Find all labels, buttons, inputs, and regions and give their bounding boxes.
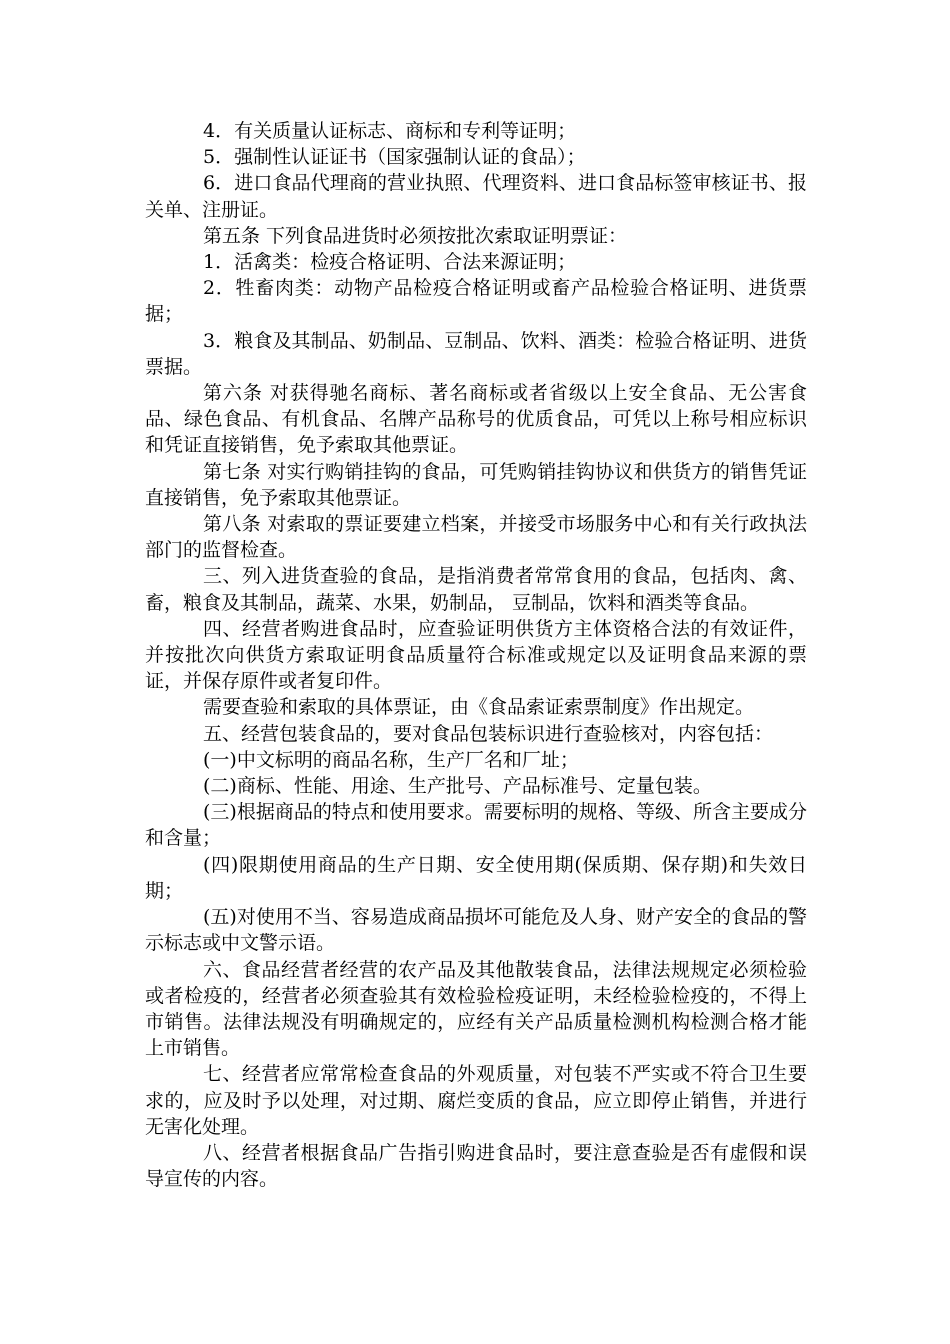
paragraph-article-5-item-3: 3．粮食及其制品、奶制品、豆制品、饮料、酒类：检验合格证明、进货票据。 (145, 329, 807, 378)
paragraph-article-8: 第八条 对索取的票证要建立档案，并接受市场服务中心和有关行政执法部门的监督检查。 (145, 513, 807, 562)
paragraph-item-4: 4．有关质量认证标志、商标和专利等证明； (203, 120, 577, 142)
paragraph-section-5-item-4: (四)限期使用商品的生产日期、安全使用期(保质期、保存期)和失效日期； (145, 853, 807, 902)
paragraph-item-6: 6．进口食品代理商的营业执照、代理资料、进口食品标签审核证书、报关单、注册证。 (145, 172, 807, 221)
paragraph-article-7: 第七条 对实行购销挂钩的食品，可凭购销挂钩协议和供货方的销售凭证直接销售，免予索取其他票证。 (145, 460, 807, 509)
paragraph-section-5: 五、经营包装食品的，要对食品包装标识进行查验核对，内容包括： (203, 722, 774, 745)
paragraph-section-3: 三、列入进货查验的食品，是指消费者常常食用的食品，包括肉、禽、畜，粮食及其制品，蔬菜、水果，奶制品， 豆制品，饮料和酒类等食品。 (145, 565, 807, 614)
paragraph-section-4-note: 需要查验和索取的具体票证，由《食品索证索票制度》作出规定。 (203, 696, 755, 719)
paragraph-article-5-item-2: 2．牲畜肉类：动物产品检疫合格证明或畜产品检验合格证明、进货票据； (145, 277, 807, 326)
paragraph-section-5-item-3: (三)根据商品的特点和使用要求。需要标明的规格、等级、所含主要成分和含量； (145, 801, 807, 850)
paragraph-item-5: 5．强制性认证证书（国家强制认证的食品）； (203, 146, 586, 169)
paragraph-section-6: 六、食品经营者经营的农产品及其他散装食品，法律法规规定必须检验或者检疫的，经营者必须查验其有效检验检疫证明，未经检验检疫的，不得上市销售。法律法规没有明确规定的，应经有关产品质量检测机构检测合格才能上市销售。 (145, 958, 807, 1060)
paragraph-article-5-item-1: 1．活禽类：检疫合格证明、合法来源证明； (203, 251, 577, 274)
paragraph-section-5-item-2: (二)商标、性能、用途、生产批号、产品标准号、定量包装。 (203, 775, 712, 798)
paragraph-section-5-item-1: (一)中文标明的商品名称，生产厂名和厂址； (203, 748, 579, 771)
paragraph-section-7: 七、经营者应常常检查食品的外观质量，对包装不严实或不符合卫生要求的，应及时予以处理，对过期、腐烂变质的食品，应立即停止销售，并进行无害化处理。 (145, 1063, 807, 1138)
paragraph-section-4: 四、经营者购进食品时，应查验证明供货方主体资格合法的有效证件，并按批次向供货方索取证明食品质量符合标准或规定以及证明食品来源的票证，并保存原件或者复印件。 (145, 617, 807, 693)
paragraph-section-8: 八、经营者根据食品广告指引购进食品时，要注意查验是否有虚假和误导宣传的内容。 (145, 1141, 807, 1191)
paragraph-article-5: 第五条 下列食品进货时必须按批次索取证明票证： (203, 224, 628, 247)
paragraph-section-5-item-5: (五)对使用不当、容易造成商品损坏可能危及人身、财产安全的食品的警示标志或中文警示语。 (145, 906, 807, 955)
document-body (145, 118, 807, 1192)
paragraph-article-6: 第六条 对获得驰名商标、著名商标或者省级以上安全食品、无公害食品、绿色食品、有机食品、名牌产品称号的优质食品，可凭以上称号相应标识和凭证直接销售，免予索取其他票证。 (145, 382, 807, 457)
